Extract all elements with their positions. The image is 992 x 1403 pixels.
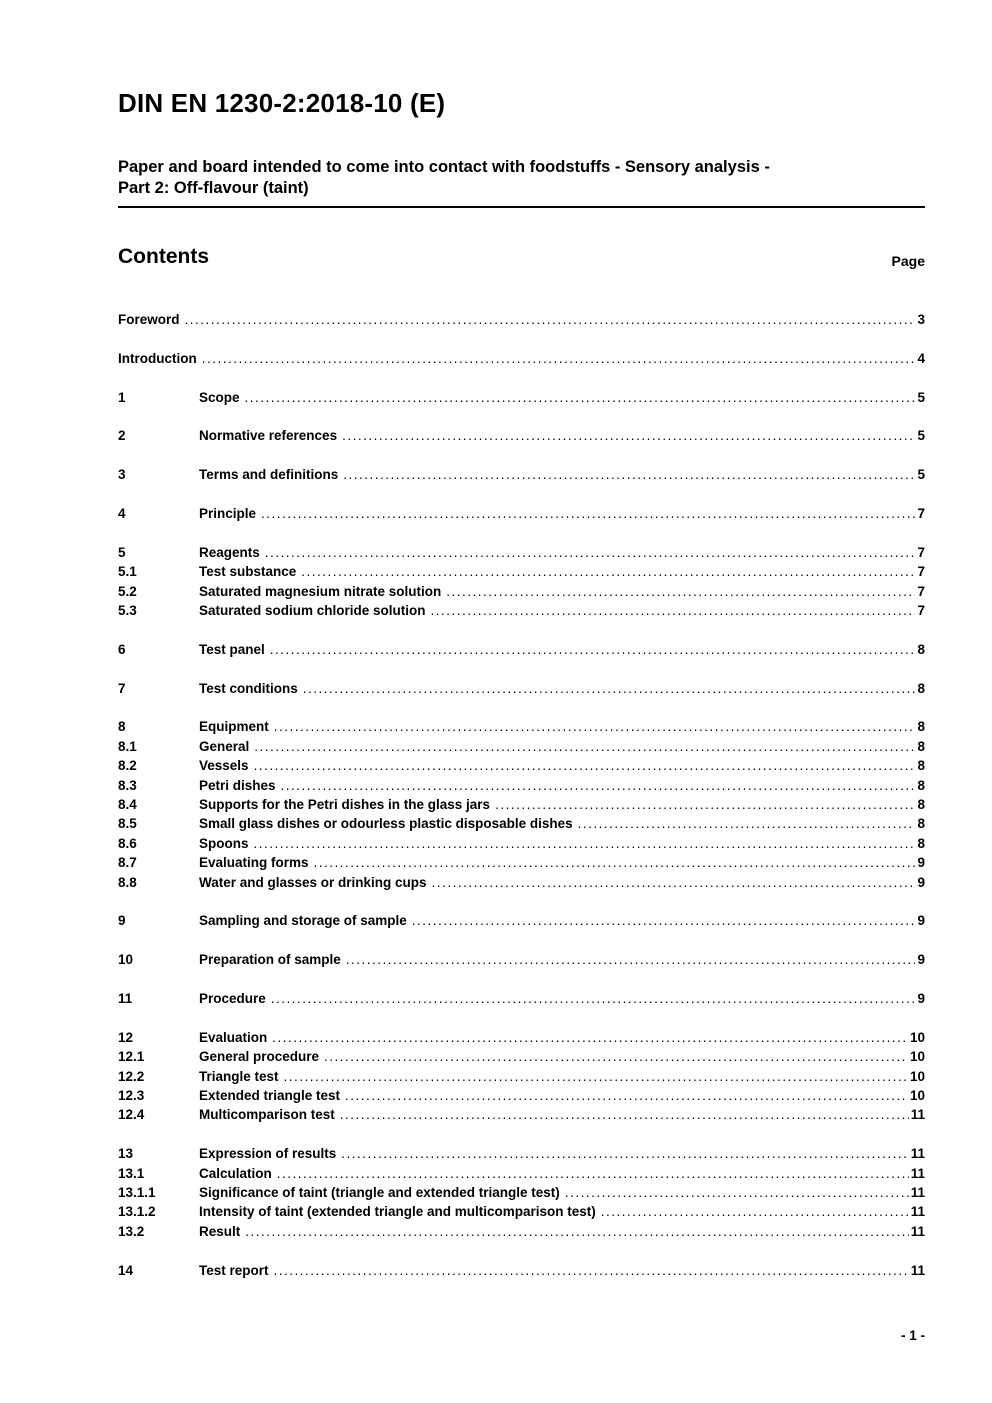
toc-entry-number: 13.2 xyxy=(118,1223,145,1239)
toc-entry-title: Foreword xyxy=(118,312,180,327)
toc-group xyxy=(118,388,925,407)
toc-leader-dots xyxy=(495,795,915,814)
toc-entry-page: 10 xyxy=(909,1029,925,1045)
toc-entry xyxy=(118,1086,925,1105)
toc-entry-page: 8 xyxy=(917,738,925,754)
toc-entry xyxy=(118,795,925,814)
toc-entry-number: 7 xyxy=(118,680,126,696)
toc-leader-dots xyxy=(346,950,916,969)
toc-entry xyxy=(118,717,925,736)
toc-entry xyxy=(118,1164,925,1183)
toc-entry-number: 13.1.2 xyxy=(118,1204,156,1220)
toc-entry-title: Saturated magnesium nitrate solution xyxy=(199,583,442,599)
toc-entry-page: 10 xyxy=(909,1088,925,1104)
toc-group xyxy=(118,679,925,698)
toc-leader-dots xyxy=(446,582,915,601)
toc-entry-number: 12.4 xyxy=(118,1107,145,1123)
toc-entry-title: General xyxy=(199,738,250,754)
toc-entry-number: 8.2 xyxy=(118,758,137,774)
toc-entry-page: 5 xyxy=(917,467,925,483)
toc-entry-title: Water and glasses or drinking cups xyxy=(199,874,427,890)
toc-entry-number: 8.3 xyxy=(118,777,137,793)
toc-leader-dots xyxy=(202,349,916,368)
toc-entry-title: Spoons xyxy=(199,835,249,851)
document-title-line2: Part 2: Off-flavour (taint) xyxy=(118,179,309,197)
toc-entry-title: Equipment xyxy=(199,719,269,735)
toc-entry-page: 10 xyxy=(909,1049,925,1065)
toc-leader-dots xyxy=(274,717,916,736)
toc-entry xyxy=(118,853,925,872)
toc-leader-dots xyxy=(432,873,916,892)
toc-entry-number: 5.3 xyxy=(118,603,137,618)
toc-entry xyxy=(118,1261,925,1280)
toc-entry-number: 8.1 xyxy=(118,738,137,754)
toc-entry-page: 7 xyxy=(917,564,925,580)
toc-group xyxy=(118,349,925,368)
toc-entry-title: Significance of taint (triangle and extended triangle test) xyxy=(199,1185,560,1201)
toc-leader-dots xyxy=(270,640,916,659)
toc-entry-number: 10 xyxy=(118,952,134,968)
toc-entry-page: 11 xyxy=(910,1262,925,1278)
toc-entry-title: Procedure xyxy=(199,991,266,1007)
toc-entry xyxy=(118,1028,925,1047)
toc-entry xyxy=(118,388,925,407)
toc-entry-title: Multicomparison test xyxy=(199,1107,335,1123)
toc-entry xyxy=(118,1202,925,1221)
toc-entry-page: 9 xyxy=(917,991,925,1007)
toc-entry-number: 5 xyxy=(118,544,126,560)
toc-group xyxy=(118,1144,925,1241)
toc-entry-number: 2 xyxy=(118,428,126,444)
toc-leader-dots xyxy=(281,776,916,795)
toc-group xyxy=(118,640,925,659)
toc-entry-page: 11 xyxy=(910,1146,925,1162)
toc-entry-title: Calculation xyxy=(199,1165,272,1181)
toc-entry-number: 6 xyxy=(118,641,126,657)
document-id-heading: DIN EN 1230-2:2018-10 (E) xyxy=(118,88,446,118)
toc-entry xyxy=(118,349,925,368)
toc-leader-dots xyxy=(277,1164,909,1183)
toc-leader-dots xyxy=(342,426,915,445)
toc-entry xyxy=(118,504,925,523)
toc-entry-page: 5 xyxy=(917,389,925,405)
toc-entry-title: Introduction xyxy=(118,350,197,366)
toc-entry-title: Petri dishes xyxy=(199,777,276,793)
toc-group xyxy=(118,465,925,484)
toc-leader-dots xyxy=(274,1261,909,1280)
toc-leader-dots xyxy=(341,1144,908,1163)
toc-leader-dots xyxy=(265,543,916,562)
toc-entry-title: Reagents xyxy=(199,544,260,560)
toc-entry-page: 3 xyxy=(917,312,925,327)
toc-entry-number: 14 xyxy=(118,1262,134,1278)
toc-entry xyxy=(118,911,925,930)
toc-group xyxy=(118,310,925,329)
toc-group xyxy=(118,950,925,969)
document-title-line1: Paper and board intended to come into contact with foodstuffs - Sensory analysis - xyxy=(118,158,770,176)
toc-entry-page: 7 xyxy=(917,583,925,599)
toc-entry-title: Preparation of sample xyxy=(199,952,341,968)
toc-entry-number: 8.5 xyxy=(118,816,137,832)
toc-entry-title: Terms and definitions xyxy=(199,467,339,483)
toc-entry-page: 8 xyxy=(917,797,925,813)
toc-entry-title: Supports for the Petri dishes in the glass jars xyxy=(199,797,491,813)
toc-group xyxy=(118,543,925,621)
toc-entry-number: 12.2 xyxy=(118,1068,145,1084)
toc-leader-dots xyxy=(254,756,916,775)
toc-entry-title: Vessels xyxy=(199,758,249,774)
toc-entry-title: Expression of results xyxy=(199,1146,337,1162)
toc-entry xyxy=(118,465,925,484)
toc-entry-title: Intensity of taint (extended triangle and multicomparison test) xyxy=(199,1204,596,1220)
toc-leader-dots xyxy=(343,465,915,484)
toc-leader-dots xyxy=(340,1105,909,1124)
toc-leader-dots xyxy=(324,1047,908,1066)
toc-entry-number: 8.7 xyxy=(118,855,137,871)
toc-entry-number: 3 xyxy=(118,467,126,483)
toc-leader-dots xyxy=(301,562,915,581)
toc-entry-page: 11 xyxy=(910,1107,925,1123)
toc-leader-dots xyxy=(345,1086,908,1105)
toc-entry-number: 5.1 xyxy=(118,564,137,580)
toc-entry-number: 13.1.1 xyxy=(118,1185,156,1201)
toc-leader-dots xyxy=(185,310,916,329)
toc-leader-dots xyxy=(431,601,916,620)
toc-entry-page: 7 xyxy=(917,544,925,560)
toc-entry xyxy=(118,756,925,775)
toc-group xyxy=(118,1028,925,1125)
toc-leader-dots xyxy=(254,834,916,853)
toc-entry-page: 4 xyxy=(917,350,925,366)
toc-entry-title: Principle xyxy=(199,505,257,521)
toc-group xyxy=(118,989,925,1008)
toc-entry-page: 8 xyxy=(917,641,925,657)
toc-leader-dots xyxy=(601,1202,909,1221)
toc-entry-page: 5 xyxy=(917,428,925,444)
toc-entry-title: Normative references xyxy=(199,428,338,444)
toc-entry-page: 8 xyxy=(917,835,925,851)
toc-group xyxy=(118,1261,925,1280)
toc-entry-title: Sampling and storage of sample xyxy=(199,913,407,929)
toc-entry-page: 9 xyxy=(917,913,925,929)
toc-entry-number: 8.4 xyxy=(118,797,137,813)
toc-entry xyxy=(118,950,925,969)
toc-group xyxy=(118,717,925,892)
toc-entry-page: 9 xyxy=(917,952,925,968)
toc-entry xyxy=(118,1047,925,1066)
toc-entry-number: 12.1 xyxy=(118,1049,145,1065)
toc-entry-number: 12.3 xyxy=(118,1088,145,1104)
toc-entry xyxy=(118,737,925,756)
toc-entry xyxy=(118,1105,925,1124)
toc-entry xyxy=(118,1222,925,1241)
toc-entry-number: 1 xyxy=(118,389,126,405)
toc-leader-dots xyxy=(272,1028,908,1047)
toc-entry-number: 5.2 xyxy=(118,583,137,599)
toc-entry-number: 13.1 xyxy=(118,1165,145,1181)
toc-entry-page: 8 xyxy=(917,777,925,793)
toc-entry-number: 13 xyxy=(118,1146,134,1162)
toc-leader-dots xyxy=(565,1183,909,1202)
toc-group xyxy=(118,504,925,523)
toc-leader-dots xyxy=(271,989,916,1008)
toc-entry-title: Saturated sodium chloride solution xyxy=(199,603,426,618)
toc-leader-dots xyxy=(245,1222,908,1241)
toc-entry-title: Test substance xyxy=(199,564,297,580)
toc-entry xyxy=(118,543,925,562)
toc-entry-page: 7 xyxy=(917,505,925,521)
toc-entry xyxy=(118,814,925,833)
toc-entry-title: General procedure xyxy=(199,1049,320,1065)
toc-leader-dots xyxy=(314,853,916,872)
toc-entry xyxy=(118,582,925,601)
toc-leader-dots xyxy=(578,814,916,833)
toc-entry xyxy=(118,776,925,795)
toc-entry-number: 12 xyxy=(118,1029,134,1045)
contents-heading: Contents xyxy=(118,245,209,268)
toc-entry-page: 7 xyxy=(917,603,925,618)
toc-entry-page: 11 xyxy=(910,1204,925,1220)
toc-entry-number: 8.8 xyxy=(118,874,137,890)
toc-entry-number: 11 xyxy=(118,991,133,1007)
document-title xyxy=(118,157,925,208)
toc-leader-dots xyxy=(245,388,916,407)
toc-leader-dots xyxy=(284,1067,908,1086)
toc-leader-dots xyxy=(303,679,916,698)
toc-leader-dots xyxy=(412,911,916,930)
toc-entry-page: 10 xyxy=(909,1068,925,1084)
toc-group xyxy=(118,426,925,445)
page-column-label: Page xyxy=(891,253,925,269)
toc-entry-page: 9 xyxy=(917,874,925,890)
toc-entry-page: 11 xyxy=(910,1165,925,1181)
toc-entry-page: 8 xyxy=(917,816,925,832)
toc-entry xyxy=(118,1183,925,1202)
toc-entry xyxy=(118,1067,925,1086)
toc-entry xyxy=(118,601,925,620)
toc-entry-page: 8 xyxy=(917,758,925,774)
contents-header-row xyxy=(118,245,925,269)
toc-entry-title: Result xyxy=(199,1223,241,1239)
toc-entry xyxy=(118,1144,925,1163)
toc-leader-dots xyxy=(254,737,915,756)
toc-entry-number: 4 xyxy=(118,505,126,521)
toc-entry-title: Test conditions xyxy=(199,680,298,696)
toc-entry xyxy=(118,562,925,581)
toc-entry-page: 11 xyxy=(910,1223,925,1239)
toc-entry xyxy=(118,989,925,1008)
toc-leader-dots xyxy=(261,504,915,523)
toc-group xyxy=(118,911,925,930)
toc-entry-title: Evaluating forms xyxy=(199,855,309,871)
toc-entry-number: 9 xyxy=(118,913,126,929)
toc-entry-page: 8 xyxy=(917,719,925,735)
page-number-footer: - 1 - xyxy=(900,1328,925,1343)
toc-entry xyxy=(118,310,925,329)
toc-entry-title: Small glass dishes or odourless plastic disposable dishes xyxy=(199,816,573,832)
toc-entry xyxy=(118,640,925,659)
toc-entry-title: Evaluation xyxy=(199,1029,268,1045)
toc-entry-number: 8.6 xyxy=(118,835,137,851)
toc-entry xyxy=(118,834,925,853)
toc-entry-title: Extended triangle test xyxy=(199,1088,341,1104)
toc-entry-title: Triangle test xyxy=(199,1068,279,1084)
toc-entry-title: Scope xyxy=(199,389,240,405)
toc-entry xyxy=(118,679,925,698)
toc-entry-number: 8 xyxy=(118,719,126,735)
toc-entry-title: Test panel xyxy=(199,641,265,657)
toc-entry-page: 8 xyxy=(917,680,925,696)
table-of-contents xyxy=(118,310,925,1280)
toc-entry-page: 9 xyxy=(917,855,925,871)
toc-entry-title: Test report xyxy=(199,1262,269,1278)
toc-entry xyxy=(118,873,925,892)
toc-entry xyxy=(118,426,925,445)
toc-entry-page: 11 xyxy=(910,1185,925,1201)
